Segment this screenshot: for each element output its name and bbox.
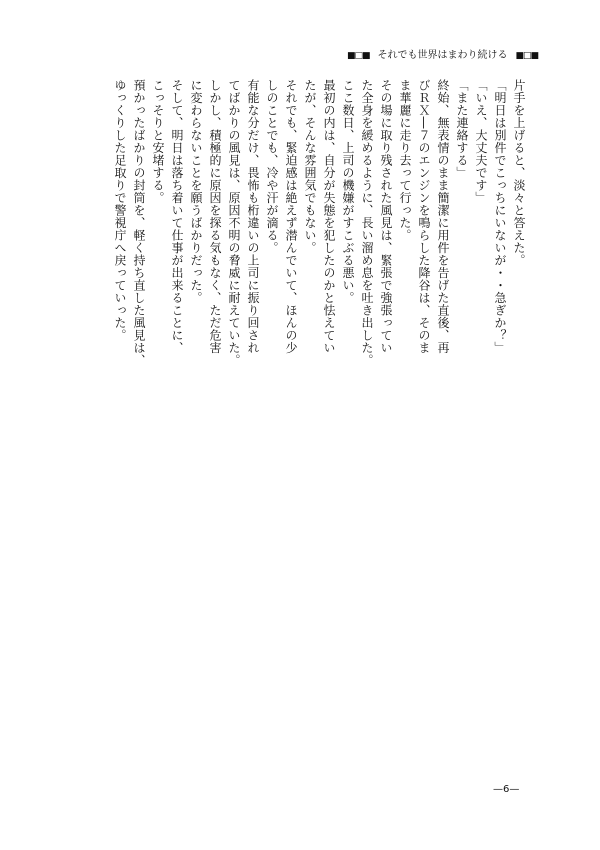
text-line: た全身を緩めるように、長い溜め息を吐き出した。 (360, 79, 374, 367)
text-line: しのことでも、冷や汗が滴る。 (265, 79, 279, 254)
running-header (347, 50, 538, 62)
text-line: それでも、緊迫感は絶えず潜んでいて、ほんの少 (284, 79, 298, 354)
text-line: 預かったばかりの封筒を、軽く持ち直した風見は、 (132, 79, 146, 367)
text-line: こっそりと安堵する。 (151, 79, 165, 204)
text-line: ま華麗に走り去って行った。 (398, 79, 412, 242)
text-line: 有能な分だけ、畏怖も桁違いの上司に振り回され (246, 79, 260, 354)
text-line: 「いえ、大丈夫です」 (474, 79, 488, 204)
text-line: てばかりの風見は、原因不明の脅威に耐えていた。 (227, 79, 241, 367)
page-number: —6— (493, 784, 520, 795)
text-line: たが、そんな雰囲気でもない。 (303, 79, 317, 254)
header-title: それでも世界はまわり続ける (377, 50, 508, 61)
header-mark-right: ■□■ (515, 51, 538, 61)
header-mark-left: ■□■ (346, 51, 370, 61)
text-line: 「明日は別件でこっちにいないが・・急ぎか？」 (493, 79, 507, 354)
text-line: 「また連絡する」 (455, 79, 469, 179)
text-line: 終始、無表情のまま簡潔に用件を告げた直後、再 (436, 79, 450, 354)
vertical-body-text (110, 79, 528, 729)
text-line: しかし、積極的に原因を探る気もなく、ただ危害 (208, 79, 222, 354)
text-line: そして、明日は落ち着いて仕事が出来ることに、 (170, 79, 184, 354)
text-line: ゆっくりした足取りで警視庁へ戻っていった。 (113, 79, 127, 342)
text-line: 最初の内は、自分が失態を犯したのかと怯えてい (322, 79, 336, 354)
text-line: その場に取り残された風見は、緊張で強張ってい (379, 79, 393, 354)
text-line: ここ数日、上司の機嫌がすこぶる悪い。 (341, 79, 355, 304)
text-line: に変わらないことを願うばかりだった。 (189, 79, 203, 304)
text-line: びＲＸ―７のエンジンを鳴らした降谷は、そのま (417, 79, 431, 354)
text-line: 片手を上げると、淡々と答えた。 (512, 79, 526, 267)
